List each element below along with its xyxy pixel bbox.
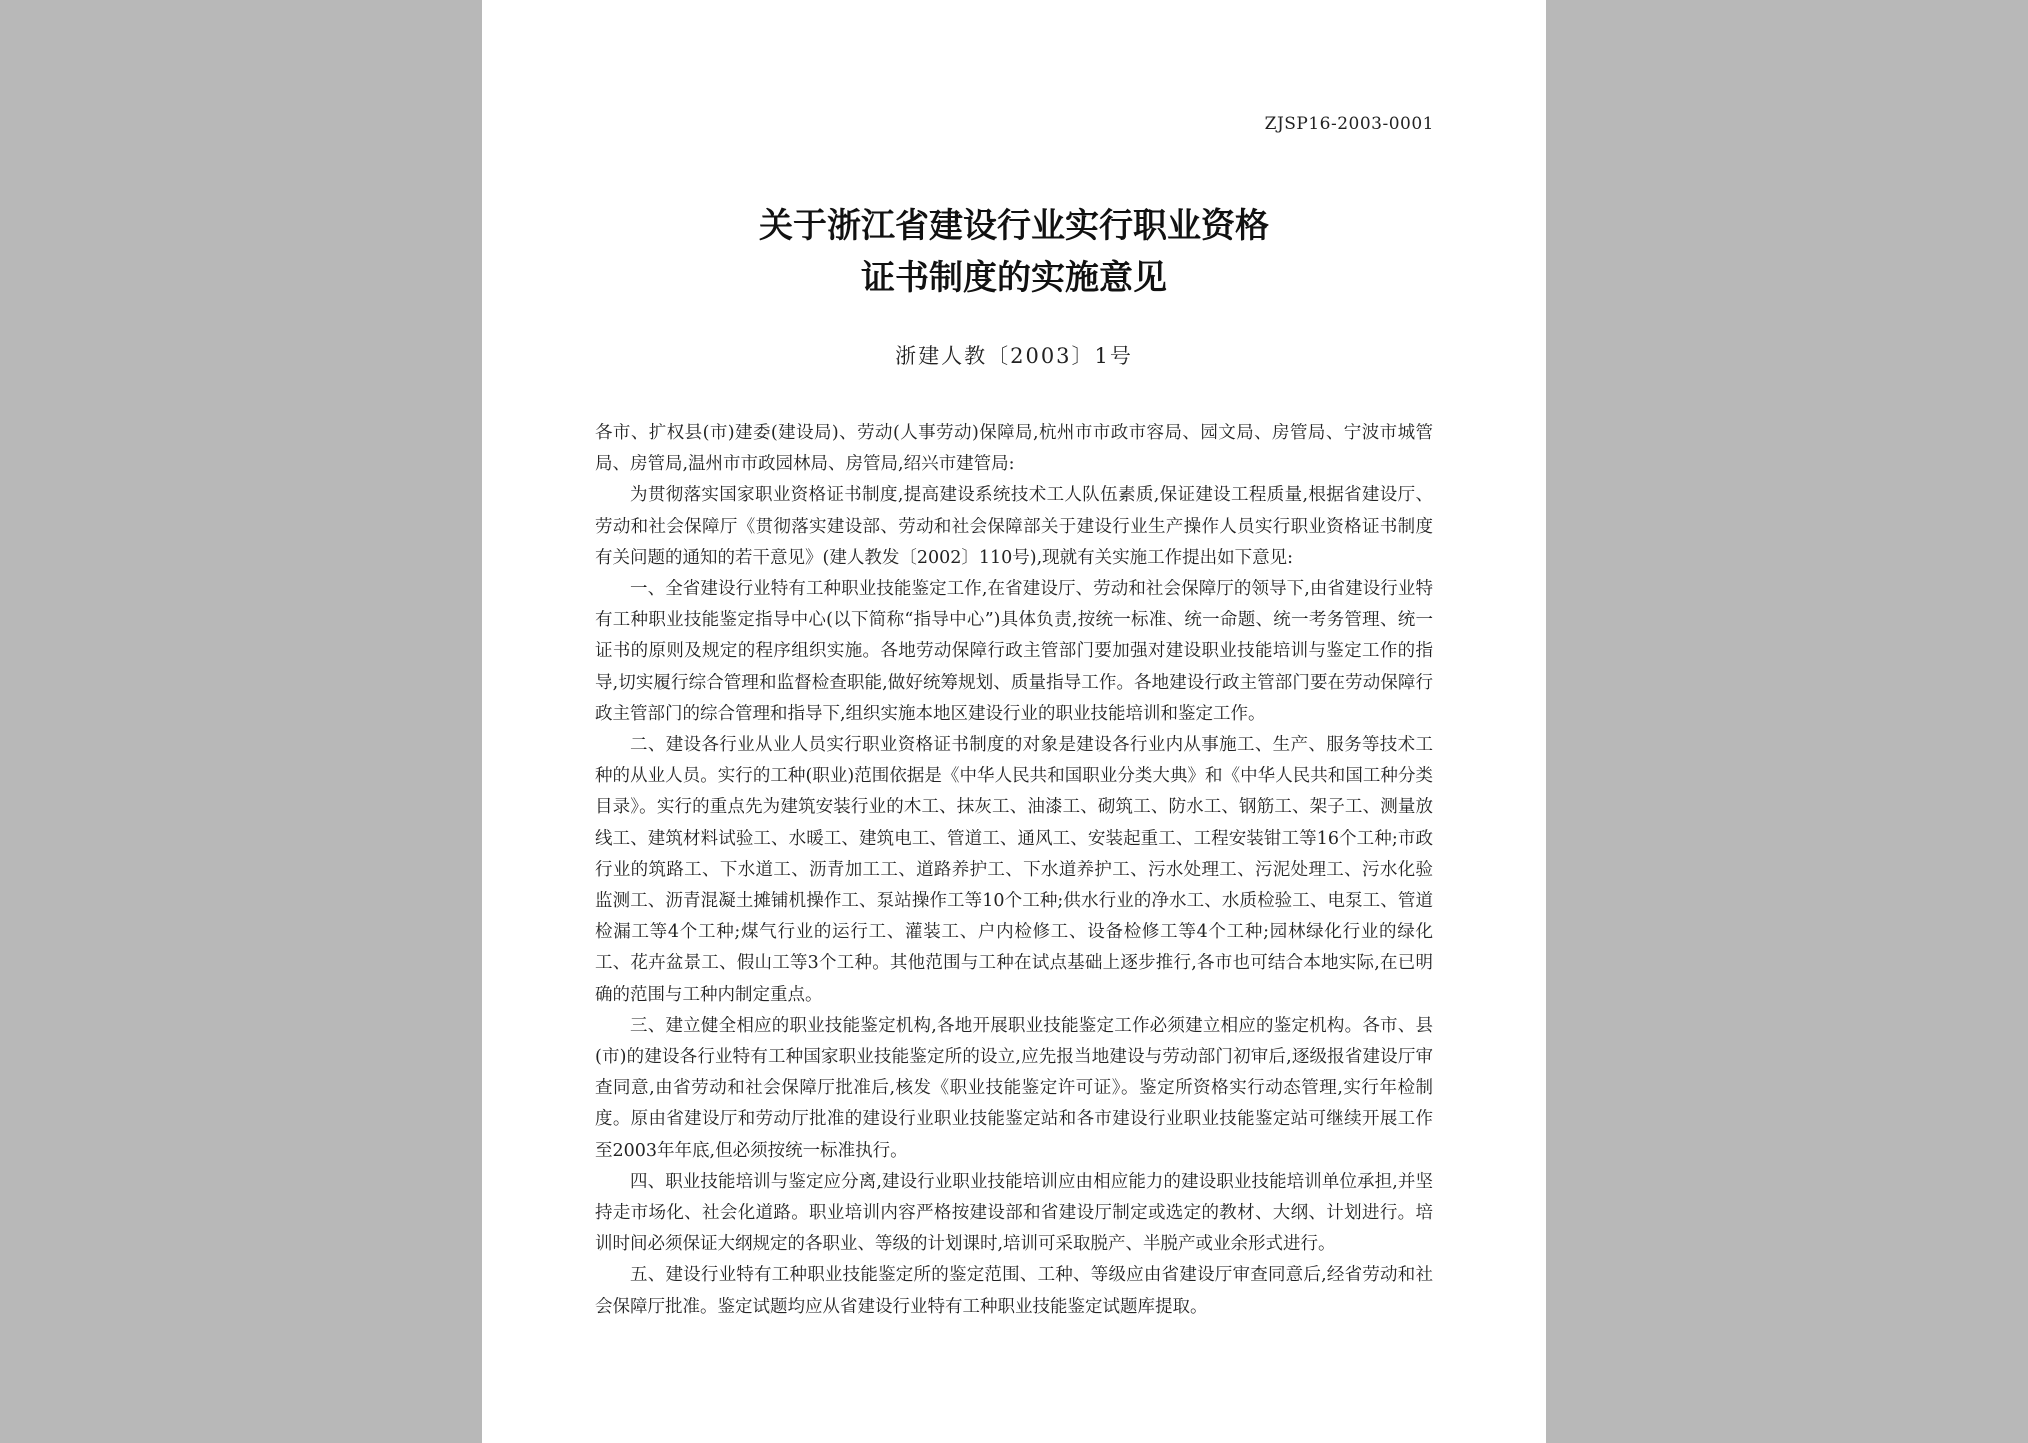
document-title	[482, 200, 1546, 304]
title-line-2: 证书制度的实施意见	[861, 258, 1167, 298]
document-code: ZJSP16-2003-0001	[1264, 114, 1434, 134]
paragraph-2: 二、建设各行业从业人员实行职业资格证书制度的对象是建设各行业内从事施工、生产、服务等技术工种的从业人员。实行的工种(职业)范围依据是《中华人民共和国职业分类大典》和《中华人民共和国工种分类目录》。实行的重点先为建筑安装行业的木工、抹灰工、油漆工、砌筑工、防水工、钢筋工、架子工、测量放线工、建筑材料试验工、水暖工、建筑电工、管道工、通风工、安装起重工、工程安装钳工等16个工种;市政行业的筑路工、下水道工、沥青加工工、道路养护工、下水道养护工、污水处理工、污泥处理工、污水化验监测工、沥青混凝土摊铺机操作工、泵站操作工等10个工种;供水行业的净水工、水质检验工、电泵工、管道检漏工等4个工种;煤气行业的运行工、灌装工、户内检修工、设备检修工等4个工种;园林绿化行业的绿化工、花卉盆景工、假山工等3个工种。其他范围与工种在试点基础上逐步推行,各市也可结合本地实际,在已明确的范围与工种内制定重点。	[595, 735, 1433, 1005]
document-number: 浙建人教〔2003〕1号	[895, 344, 1133, 368]
paragraph-3: 三、建立健全相应的职业技能鉴定机构,各地开展职业技能鉴定工作必须建立相应的鉴定机构。各市、县(市)的建设各行业特有工种国家职业技能鉴定所的设立,应先报当地建设与劳动部门初审后,逐级报省建设厅审查同意,由省劳动和社会保障厅批准后,核发《职业技能鉴定许可证》。鉴定所资格实行动态管理,实行年检制度。原由省建设厅和劳动厅批准的建设行业职业技能鉴定站和各市建设行业职业技能鉴定站可继续开展工作至2003年年底,但必须按统一标准执行。	[595, 1015, 1433, 1161]
document-body	[595, 418, 1433, 1323]
document-page	[482, 0, 1546, 1443]
salutation: 各市、扩权县(市)建委(建设局)、劳动(人事劳动)保障局,杭州市市政市容局、园文局、房管局、宁波市城管局、房管局,温州市市政园林局、房管局,绍兴市建管局:	[595, 423, 1433, 475]
paragraph-4: 四、职业技能培训与鉴定应分离,建设行业职业技能培训应由相应能力的建设职业技能培训单位承担,并坚持走市场化、社会化道路。职业培训内容严格按建设部和省建设厅制定或选定的教材、大纲、计划进行。培训时间必须保证大纲规定的各职业、等级的计划课时,培训可采取脱产、半脱产或业余形式进行。	[595, 1171, 1433, 1255]
title-line-1: 关于浙江省建设行业实行职业资格	[759, 206, 1269, 246]
paragraph-5: 五、建设行业特有工种职业技能鉴定所的鉴定范围、工种、等级应由省建设厅审查同意后,经省劳动和社会保障厅批准。鉴定试题均应从省建设行业特有工种职业技能鉴定试题库提取。	[595, 1265, 1433, 1317]
paragraph-intro: 为贯彻落实国家职业资格证书制度,提高建设系统技术工人队伍素质,保证建设工程质量,根据省建设厅、劳动和社会保障厅《贯彻落实建设部、劳动和社会保障部关于建设行业生产操作人员实行职业资格证书制度有关问题的通知的若干意见》(建人教发〔2002〕110号),现就有关实施工作提出如下意见:	[595, 485, 1433, 568]
paragraph-1: 一、全省建设行业特有工种职业技能鉴定工作,在省建设厅、劳动和社会保障厅的领导下,由省建设行业特有工种职业技能鉴定指导中心(以下简称“指导中心”)具体负责,按统一标准、统一命题、统一考务管理、统一证书的原则及规定的程序组织实施。各地劳动保障行政主管部门要加强对建设职业技能培训与鉴定工作的指导,切实履行综合管理和监督检查职能,做好统筹规划、质量指导工作。各地建设行政主管部门要在劳动保障行政主管部门的综合管理和指导下,组织实施本地区建设行业的职业技能培训和鉴定工作。	[595, 579, 1433, 724]
